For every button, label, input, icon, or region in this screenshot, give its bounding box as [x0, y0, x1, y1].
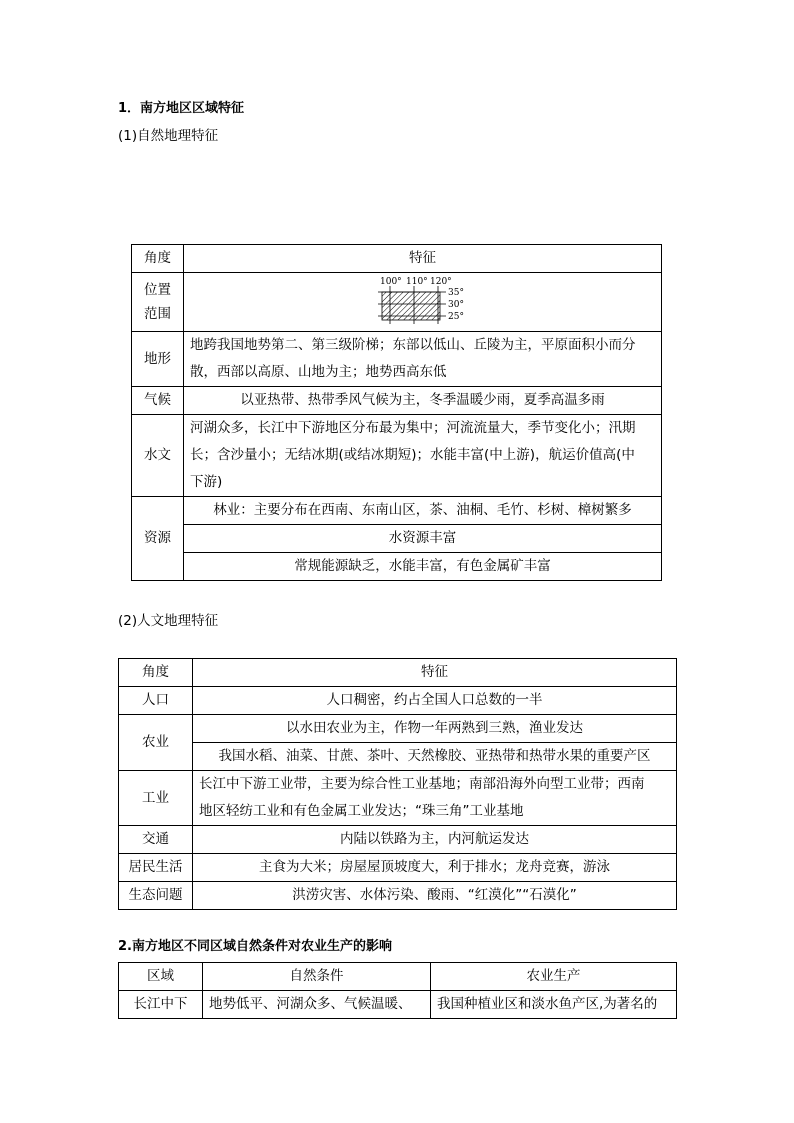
region-cell: 长江中下	[119, 991, 203, 1019]
table-header-row	[119, 963, 677, 991]
resources-energy: 常规能源缺乏，水能丰富，有色金属矿丰富	[184, 553, 662, 581]
header-conditions: 自然条件	[203, 963, 431, 991]
resources-forestry: 林业：主要分布在西南、东南山区，茶、油桐、毛竹、杉树、樟树繁多	[184, 497, 662, 525]
agriculture-text-1: 以水田农业为主，作物一年两熟到三熟，渔业发达	[193, 715, 677, 743]
row-label-climate: 气候	[132, 387, 184, 415]
table-row-terrain	[132, 332, 662, 387]
lat-label-30: 30°	[447, 300, 464, 310]
text-line: 地区轻纺工业和有色金属工业发达；“珠三角”工业基地	[199, 803, 524, 819]
location-map-cell	[184, 273, 662, 332]
row-label-transport: 交通	[119, 826, 193, 854]
text-line: 地跨我国地势第二、第三级阶梯；东部以低山、丘陵为主，平原面积小而分	[190, 337, 636, 353]
agriculture-text-2: 我国水稻、油菜、甘蔗、茶叶、天然橡胶、亚热带和热带水果的重要产区	[193, 743, 677, 771]
section-1-title: 1．南方地区区域特征	[118, 101, 245, 116]
row-label-population: 人口	[119, 687, 193, 715]
row-label-location	[132, 273, 184, 332]
life-text: 主食为大米；房屋屋顶坡度大，利于排水；龙舟竞赛，游泳	[193, 854, 677, 882]
row-label-resources: 资源	[132, 497, 184, 581]
table-header-row	[119, 659, 677, 687]
header-region: 区域	[119, 963, 203, 991]
lat-label-35: 35°	[447, 288, 464, 298]
section-1-subtitle: (1)自然地理特征	[118, 128, 219, 144]
table-row-transport	[119, 826, 677, 854]
table-row-resources-energy	[132, 553, 662, 581]
climate-text: 以亚热带、热带季风气候为主，冬季温暖少雨，夏季高温多雨	[184, 387, 662, 415]
agriculture-impact-table	[118, 962, 677, 1019]
human-features-table	[118, 658, 677, 910]
table-header-row	[132, 245, 662, 273]
header-aspect: 角度	[119, 659, 193, 687]
table-row	[119, 991, 677, 1019]
south-region-hatch	[382, 292, 440, 320]
table-row-agriculture-2	[119, 743, 677, 771]
resources-water: 水资源丰富	[184, 525, 662, 553]
section-2-subtitle: (2)人文地理特征	[118, 613, 219, 629]
lon-label-110: 110°	[405, 277, 428, 287]
header-aspect: 角度	[132, 245, 184, 273]
row-label-life: 居民生活	[119, 854, 193, 882]
header-feature: 特征	[193, 659, 677, 687]
lon-label-100: 100°	[379, 277, 402, 287]
text-line: 长江中下游工业带，主要为综合性工业基地；南部沿海外向型工业带；西南	[199, 776, 645, 792]
transport-text: 内陆以铁路为主，内河航运发达	[193, 826, 677, 854]
label-line: 范围	[144, 306, 171, 322]
table-row-ecology	[119, 882, 677, 910]
header-feature: 特征	[184, 245, 662, 273]
terrain-text	[184, 332, 662, 387]
row-label-industry: 工业	[119, 771, 193, 826]
production-cell: 我国种植业区和淡水鱼产区,为著名的	[431, 991, 677, 1019]
table-row-hydrology	[132, 415, 662, 497]
industry-text	[193, 771, 677, 826]
lat-label-25: 25°	[447, 312, 464, 322]
text-line: 河湖众多，长江中下游地区分布最为集中；河流流量大，季节变化小；汛期	[190, 420, 636, 436]
table-row-life	[119, 854, 677, 882]
hydrology-text	[184, 415, 662, 497]
table-row-resources	[132, 497, 662, 525]
row-label-agriculture: 农业	[119, 715, 193, 771]
natural-features-table	[131, 244, 662, 581]
row-label-terrain: 地形	[132, 332, 184, 387]
label-line: 位置	[144, 282, 171, 298]
table-row-location	[132, 273, 662, 332]
table-row-resources-water	[132, 525, 662, 553]
row-label-hydrology: 水文	[132, 415, 184, 497]
ecology-text: 洪涝灾害、水体污染、酸雨、“红漠化”“石漠化”	[193, 882, 677, 910]
text-line: 下游)	[190, 474, 223, 490]
table-row-industry	[119, 771, 677, 826]
location-range-map	[368, 276, 478, 328]
table-row-agriculture	[119, 715, 677, 743]
table-row-climate	[132, 387, 662, 415]
text-line: 散，西部以高原、山地为主；地势西高东低	[190, 364, 447, 380]
conditions-cell: 地势低平、河湖众多、气候温暖、	[203, 991, 431, 1019]
lon-label-120: 120°	[429, 277, 452, 287]
table-row-population	[119, 687, 677, 715]
header-production: 农业生产	[431, 963, 677, 991]
text-line: 长；含沙量小；无结冰期(或结冰期短)；水能丰富(中上游)，航运价值高(中	[190, 447, 635, 463]
row-label-ecology: 生态问题	[119, 882, 193, 910]
population-text: 人口稠密，约占全国人口总数的一半	[193, 687, 677, 715]
section-3-title: 2.南方地区不同区域自然条件对农业生产的影响	[118, 939, 392, 954]
